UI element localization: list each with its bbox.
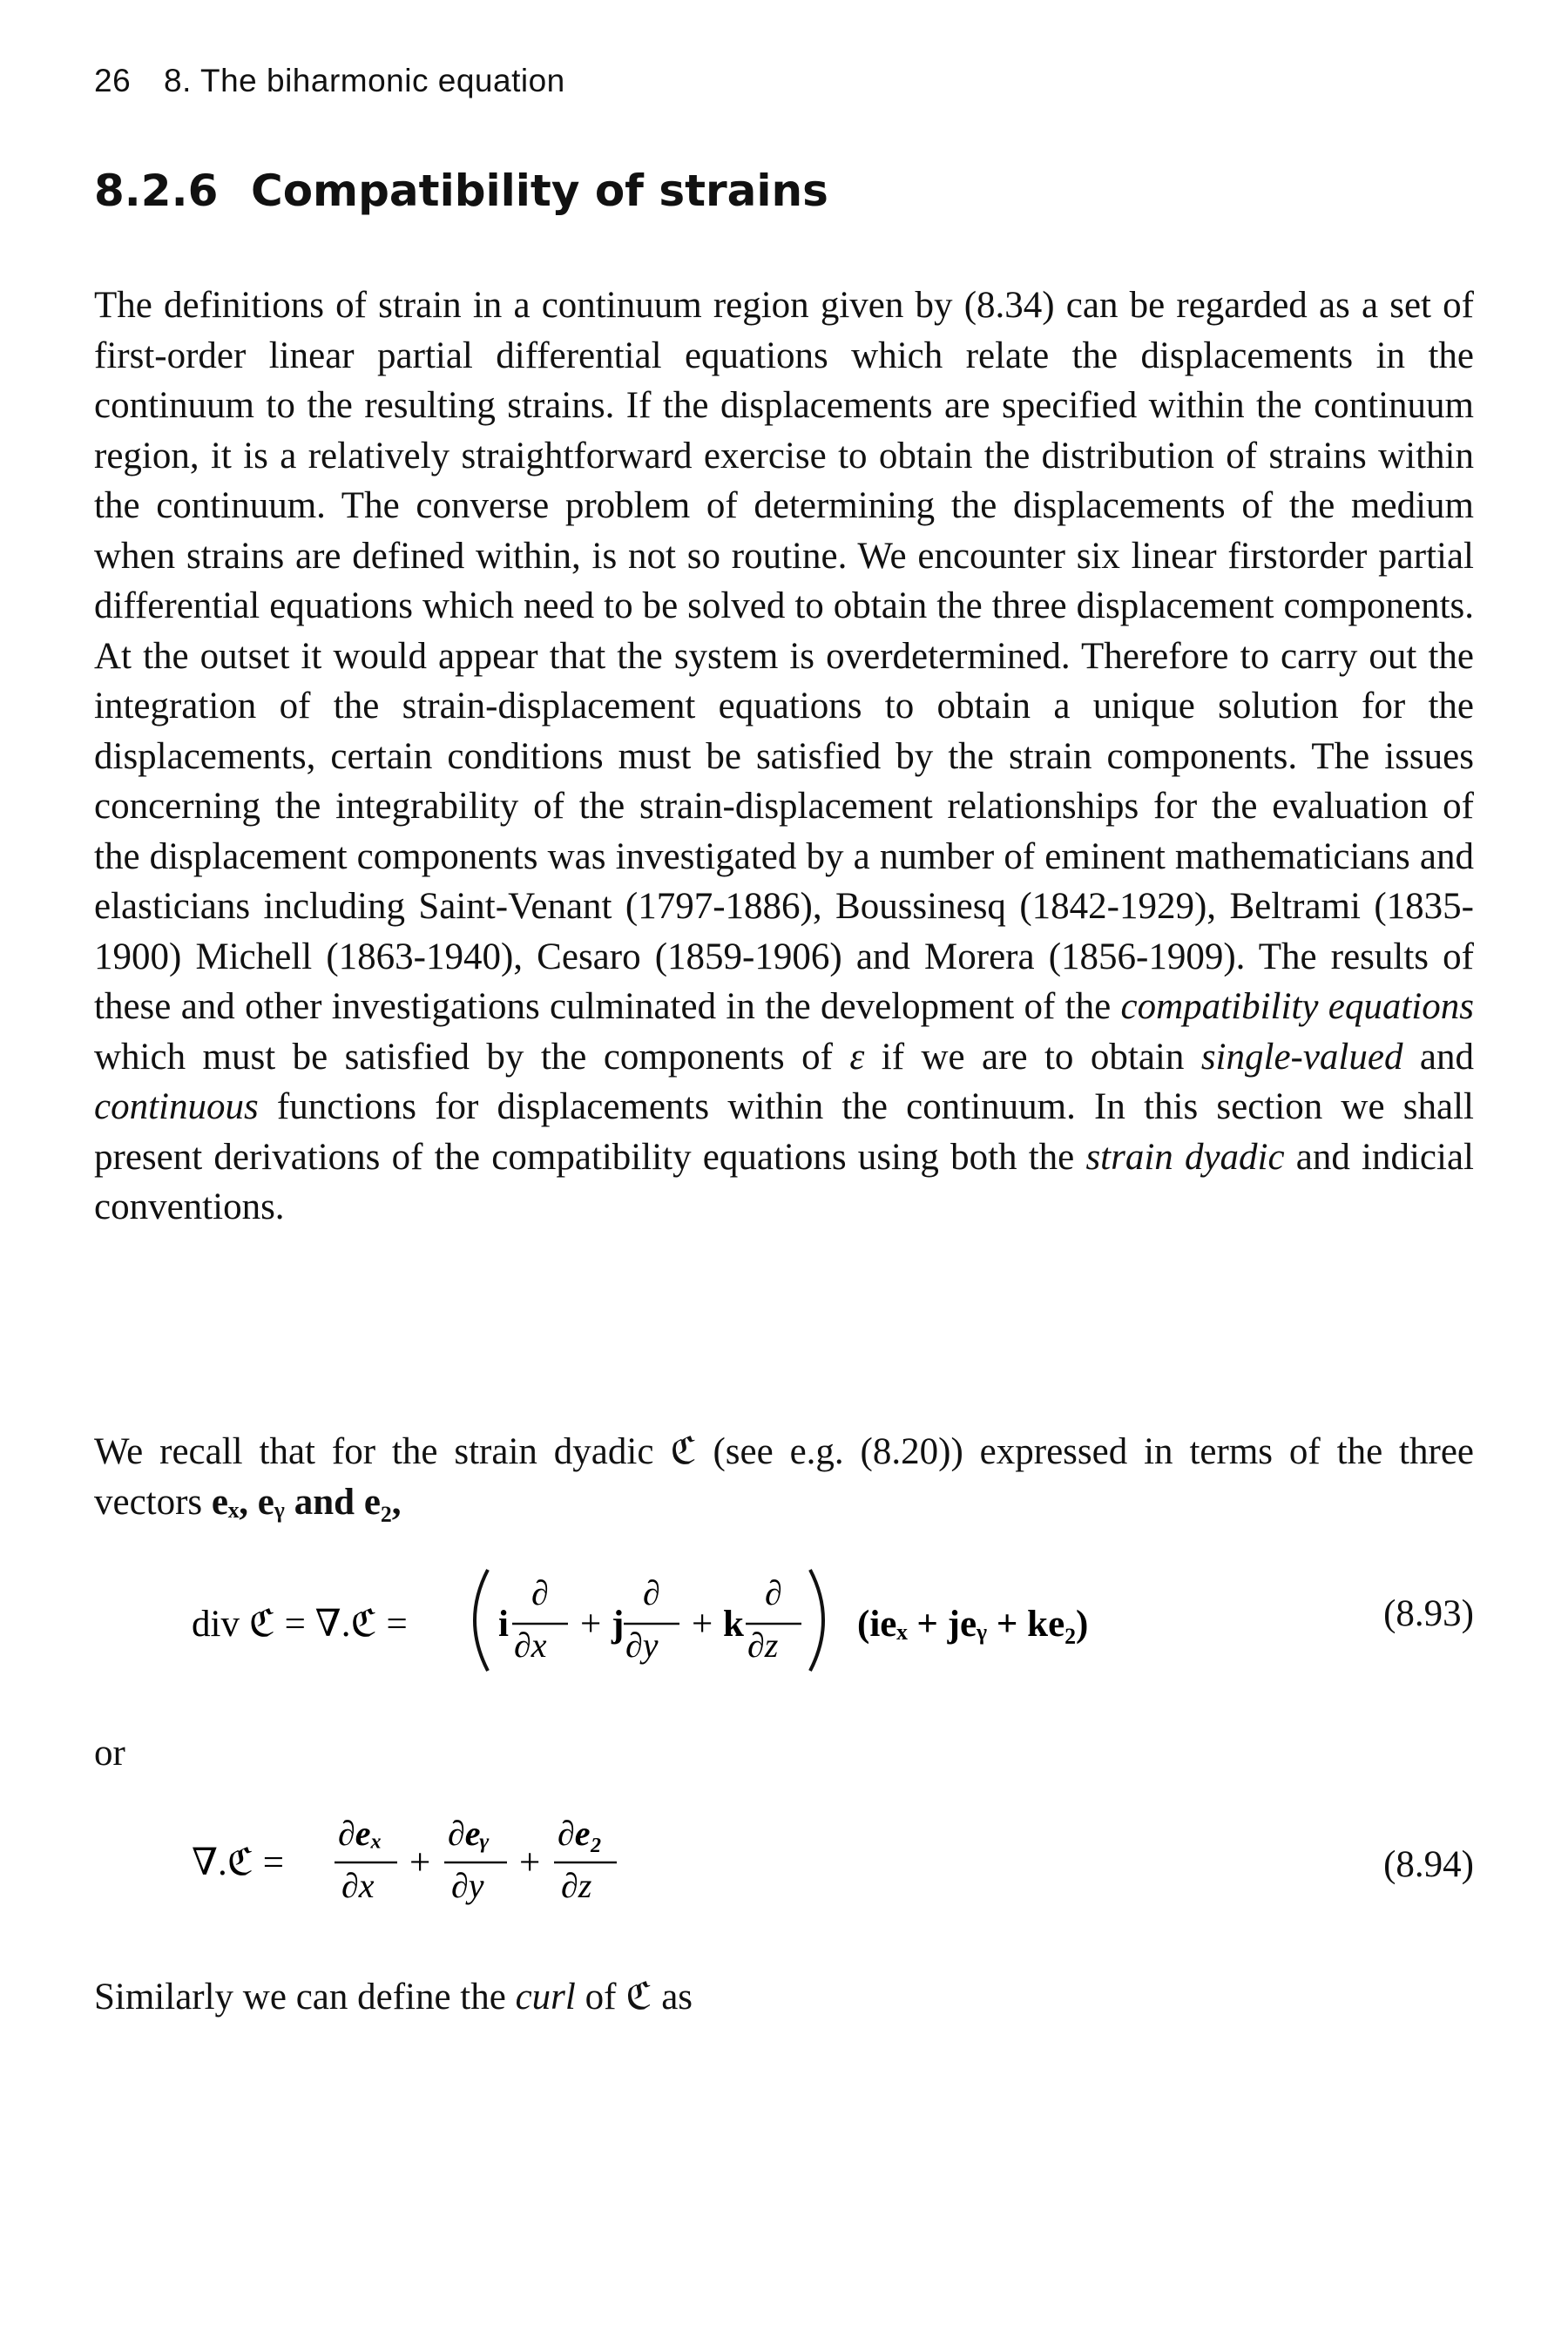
equation-number-8-93: (8.93) <box>1383 1593 1474 1634</box>
eq93-unit-j: j <box>612 1604 625 1645</box>
eq93-left-paren <box>475 1570 488 1671</box>
equation-8-94 <box>0 1803 1568 1916</box>
text-run: if we are to obtain <box>864 1036 1201 1078</box>
text-run: The definitions of strain in a continuum region given by (8.34) can be regarded as a set of first-order linear partial differential equations which relate the displacements in the continuum to the resulting strains. If the displacements are specified within the continuum region, it is a relatively straightforward exercise to obtain the distribution of strains within the continuum. The converse problem of determining the displacements of the medium when strains are defined within, is not so routine. We encounter six linear firstorder partial differential equations which need to be solved to obtain the three displacement components. At the outset it would appear that the system is overdetermined. Therefore to carry out the integration of the strain-displacement equations to obtain a unique solution for the displacements, certain conditions must be satisfied by the strain components. The issues concerning the integrability of the strain-displacement relationships for the evaluation of the displacement components was investigated by a number of eminent mathematicians and elasticians including Saint-Venant (1797-1886), Boussinesq (1842-1929), Beltrami (1835-1900) Michell (1863-1940), Cesaro (1859-1906) and Morera (1856-1909). The results of these and other investigations culminated in the development of the <box>94 285 1474 1027</box>
dyadic-symbol: ℭ <box>625 1977 652 2017</box>
eq93-partial-y-den: ∂y <box>625 1625 659 1665</box>
connector-or: or <box>94 1733 125 1774</box>
basis-vectors: eₓ, eᵧ and e₂, <box>211 1481 402 1523</box>
eq94-denominator-z: ∂z <box>561 1866 592 1905</box>
section-number: 8.2.6 <box>94 166 219 216</box>
eq93-partial-z-num: ∂ <box>765 1573 782 1612</box>
text-run: which must be satisfied by the components of <box>94 1036 850 1078</box>
equation-8-94-graphic <box>0 1803 1568 1916</box>
eq94-numerator-x: ∂eₓ <box>338 1814 383 1853</box>
eq93-lhs: div ℭ = ∇.ℭ = <box>192 1604 408 1645</box>
eq93-rhs-vector: (ieₓ + jeᵧ + ke₂) <box>857 1604 1089 1645</box>
eq94-denominator-x: ∂x <box>341 1866 375 1905</box>
paragraph-curl-intro <box>94 1972 1474 2023</box>
text-run: as <box>652 1977 693 2017</box>
eq94-plus-1: + <box>409 1842 431 1883</box>
eq94-numerator-y: ∂eᵧ <box>448 1814 490 1853</box>
eq93-partial-y-num: ∂ <box>643 1573 660 1612</box>
equation-8-93 <box>0 1551 1568 1690</box>
section-heading <box>94 166 828 216</box>
emphasis-continuous: continuous <box>94 1086 259 1127</box>
text-run: We recall that for the strain dyadic <box>94 1431 671 1472</box>
running-header <box>94 63 565 99</box>
eq93-unit-i: i <box>498 1604 509 1645</box>
eq94-lhs: ∇.ℭ = <box>192 1842 285 1883</box>
eq93-partial-x-num: ∂ <box>531 1573 549 1612</box>
eq94-plus-2: + <box>519 1842 541 1883</box>
emphasis-curl: curl <box>515 1977 576 2017</box>
emphasis-compatibility-equations: compatibility equations <box>1120 986 1474 1027</box>
eq93-partial-z-den: ∂z <box>747 1625 779 1665</box>
emphasis-strain-dyadic: strain dyadic <box>1085 1136 1285 1178</box>
equation-8-93-graphic <box>0 1551 1568 1690</box>
eq93-partial-x-den: ∂x <box>514 1625 547 1665</box>
dyadic-symbol: ℭ <box>670 1431 697 1472</box>
equation-number-8-94: (8.94) <box>1383 1844 1474 1885</box>
epsilon-symbol: ε <box>849 1036 865 1078</box>
chapter-title: 8. The biharmonic equation <box>164 63 565 98</box>
text-run: and indicial conventions. <box>94 1136 1474 1227</box>
eq93-plus-1: + <box>580 1604 602 1645</box>
eq94-denominator-y: ∂y <box>451 1866 484 1905</box>
paragraph-strain-dyadic <box>94 1427 1474 1527</box>
eq94-numerator-z: ∂e₂ <box>558 1814 603 1853</box>
text-run: functions for displacements within the continuum. In this section we shall present derivations of the compatibility equations using both the <box>94 1086 1474 1178</box>
text-run: (see e.g. (8.20)) expressed in terms of the three vectors <box>94 1431 1474 1523</box>
text-run: of <box>575 1977 626 2017</box>
paragraph-compatibility-intro <box>94 280 1474 1233</box>
section-title: Compatibility of strains <box>251 166 828 216</box>
eq93-plus-2: + <box>692 1604 713 1645</box>
eq93-unit-k: k <box>723 1604 744 1645</box>
emphasis-single-valued: single-valued <box>1200 1036 1403 1078</box>
page-number: 26 <box>94 63 132 98</box>
eq93-right-paren <box>810 1570 823 1671</box>
text-run: and <box>1402 1036 1475 1078</box>
text-run: Similarly we can define the <box>94 1977 516 2017</box>
